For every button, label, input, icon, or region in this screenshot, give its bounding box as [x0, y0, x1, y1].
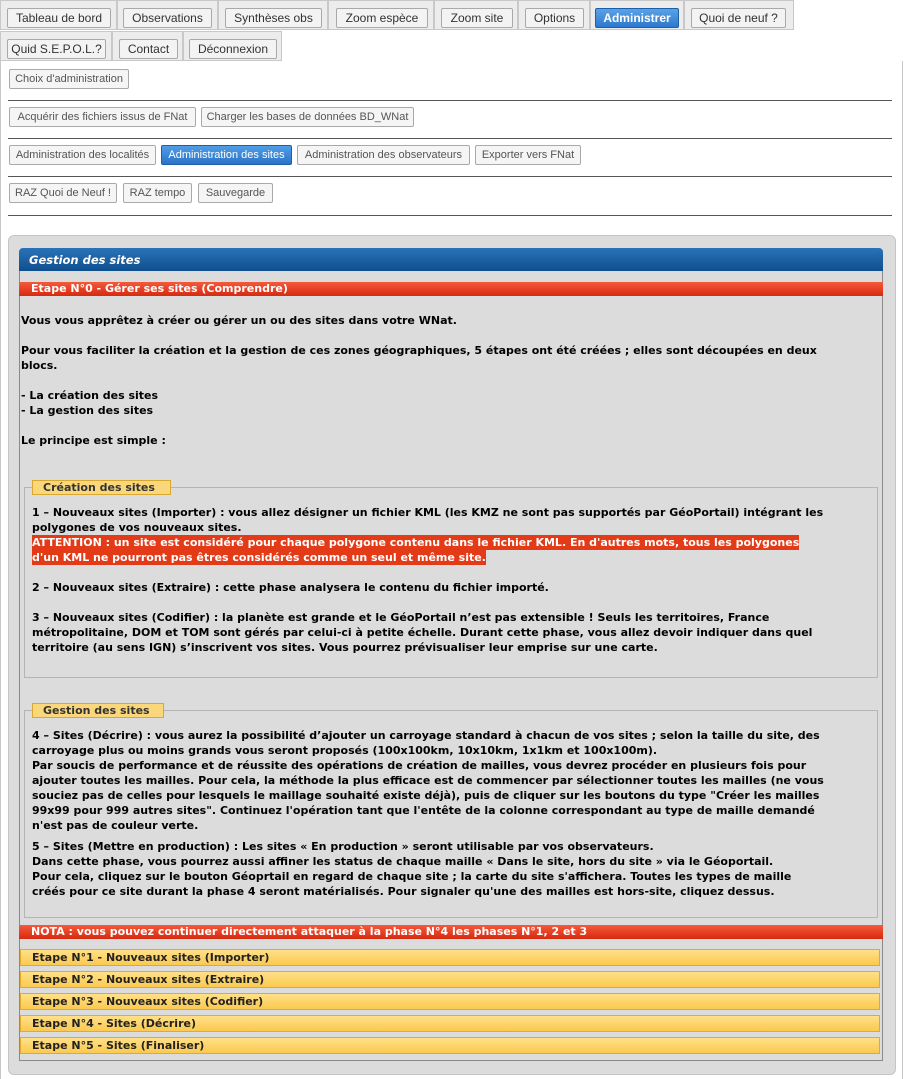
- creation-step-3: territoire (au sens IGN) s’inscrivent vos sites. Vous pourrez prévisualiser leur emprise sur une carte.: [32, 641, 658, 654]
- tab-zoom-site[interactable]: Zoom site: [441, 8, 513, 28]
- kml-warning: d'un KML ne pourront pas êtres considérés comme un seul et même site.: [32, 551, 486, 564]
- divider: [8, 215, 892, 216]
- tab-cell-zoom-site: [434, 0, 518, 30]
- management-step-4: 4 – Sites (Décrire) : vous aurez la possibilité d’ajouter un carroyage standard à chacun de vos sites ; selon la taille du site, des: [32, 729, 820, 742]
- creation-step-3: métropolitaine, DOM et TOM sont gérés par celui-ci à petite échelle. Durant cette phase, vous allez devoir indiquer dans quel: [32, 626, 813, 639]
- reset-tempo-button[interactable]: RAZ tempo: [123, 183, 192, 203]
- bullet-management: - La gestion des sites: [21, 404, 154, 417]
- tab-cell-administrer: [590, 0, 684, 30]
- creation-step-1: 1 – Nouveaux sites (Importer) : vous allez désigner un fichier KML (les KMZ ne sont pas supportés par GéoPortail) intégrant les: [32, 506, 824, 519]
- tab-zoom-species[interactable]: Zoom espèce: [336, 8, 428, 28]
- tab-cell-syntheses: [218, 0, 328, 30]
- creation-step-3: 3 – Nouveaux sites (Codifier) : la planète est grande et le GéoPortail n’est pas extensible ! Seuls les territoires, France: [32, 611, 770, 624]
- tab-cell-logout: [183, 31, 282, 61]
- management-step-4: n'est pas de couleur verte.: [32, 819, 199, 832]
- backup-button[interactable]: Sauvegarde: [198, 183, 273, 203]
- admin-choice-button[interactable]: Choix d'administration: [9, 69, 129, 89]
- observers-admin-button[interactable]: Administration des observateurs: [297, 145, 470, 165]
- reset-whats-new-button[interactable]: RAZ Quoi de Neuf !: [9, 183, 117, 203]
- tab-options[interactable]: Options: [525, 8, 584, 28]
- tab-dashboard[interactable]: Tableau de bord: [7, 8, 111, 28]
- management-step-5: 5 – Sites (Mettre en production) : Les sites « En production » seront utilisable par vos observateurs.: [32, 840, 654, 853]
- creation-step-2: 2 – Nouveaux sites (Extraire) : cette phase analysera le contenu du fichier importé.: [32, 581, 549, 594]
- divider: [8, 176, 892, 177]
- load-bdwnat-button[interactable]: Charger les bases de données BD_WNat: [201, 107, 414, 127]
- management-step-5: Pour cela, cliquez sur le bouton Géoprtail en regard de chaque site ; la carte du site s'affichera. Toutes les types de maille: [32, 870, 792, 883]
- tab-cell-whats-new: [684, 0, 794, 30]
- sites-admin-button[interactable]: Administration des sites: [161, 145, 292, 165]
- tab-cell-quid: [0, 31, 112, 61]
- step-2-accordion[interactable]: Etape N°2 - Nouveaux sites (Extraire): [20, 971, 880, 988]
- intro-text: Vous vous apprêtez à créer ou gérer un ou des sites dans votre WNat.: [21, 314, 457, 327]
- management-step-4: carroyage plus ou moins grands vous seront proposés (100x100km, 10x10km, 1x1km et 100x100m).: [32, 744, 658, 757]
- tab-quid-sepol[interactable]: Quid S.E.P.O.L.?: [7, 39, 106, 59]
- management-step-5: Dans cette phase, vous pourrez aussi affiner les status de chaque maille « Dans le site, hors du site » via le Géoportail.: [32, 855, 774, 868]
- tab-whats-new[interactable]: Quoi de neuf ?: [691, 8, 786, 28]
- main-nav-row-2: [0, 31, 300, 61]
- step-5-accordion[interactable]: Etape N°5 - Sites (Finaliser): [20, 1037, 880, 1054]
- acquire-fnat-files-button[interactable]: Acquérir des fichiers issus de FNat: [9, 107, 196, 127]
- nota-bar: NOTA : vous pouvez continuer directement attaquer à la phase N°4 les phases N°1, 2 et 3: [19, 925, 883, 939]
- management-step-4: Par soucis de performance et de réussite des opérations de création de mailles, vous devrez procéder en plusieurs fois pour: [32, 759, 807, 772]
- tab-cell-observations: [117, 0, 218, 30]
- kml-warning: ATTENTION : un site est considéré pour chaque polygone contenu dans le fichier KML. En d'autres mots, tous les polygones: [32, 536, 800, 549]
- tab-observations[interactable]: Observations: [123, 8, 212, 28]
- management-step-5: créés pour ce site durant la phase 4 seront matérialisés. Pour signaler qu'une des mailles est hors-site, cliquez dessus.: [32, 885, 775, 898]
- tab-logout[interactable]: Déconnexion: [189, 39, 277, 59]
- divider: [8, 138, 892, 139]
- step-4-accordion[interactable]: Etape N°4 - Sites (Décrire): [20, 1015, 880, 1032]
- step-1-accordion[interactable]: Etape N°1 - Nouveaux sites (Importer): [20, 949, 880, 966]
- tab-cell-dashboard: [0, 0, 117, 30]
- step-0-header[interactable]: Etape N°0 - Gérer ses sites (Comprendre): [19, 282, 883, 296]
- main-nav-row-1: [0, 0, 904, 30]
- panel-title: Gestion des sites: [19, 248, 883, 271]
- export-fnat-button[interactable]: Exporter vers FNat: [475, 145, 581, 165]
- tab-administrer[interactable]: Administrer: [595, 8, 679, 28]
- tab-syntheses-obs[interactable]: Synthèses obs: [225, 8, 322, 28]
- management-step-4: 99x99 pour 999 autres sites". Continuez l'opération tant que l'entête de la colonne correspondant au type de maille demandé: [32, 804, 815, 817]
- principle-text: Le principe est simple :: [21, 434, 166, 447]
- creation-legend: Création des sites: [32, 480, 171, 495]
- divider: [8, 100, 892, 101]
- tab-cell-options: [518, 0, 590, 30]
- tab-cell-zoom-species: [328, 0, 434, 30]
- tab-cell-contact: [112, 31, 183, 61]
- step-3-accordion[interactable]: Etape N°3 - Nouveaux sites (Codifier): [20, 993, 880, 1010]
- bullet-creation: - La création des sites: [21, 389, 159, 402]
- intro-text: Pour vous faciliter la création et la gestion de ces zones géographiques, 5 étapes ont été créées ; elles sont découpées en deux: [21, 344, 817, 357]
- creation-step-1: polygones de vos nouveaux sites.: [32, 521, 242, 534]
- management-step-4: souciez pas de celles pour lesquels le maillage souhaité existe déjà), puis de cliquer sur les boutons du type "Créer les mailles: [32, 789, 820, 802]
- tab-contact[interactable]: Contact: [119, 39, 178, 59]
- management-step-4: ajouter toutes les mailles. Pour cela, la méthode la plus efficace est de commencer par sélectionner toutes les mailles (ne vous: [32, 774, 824, 787]
- localities-admin-button[interactable]: Administration des localités: [9, 145, 156, 165]
- intro-text: blocs.: [21, 359, 58, 372]
- management-legend: Gestion des sites: [32, 703, 164, 718]
